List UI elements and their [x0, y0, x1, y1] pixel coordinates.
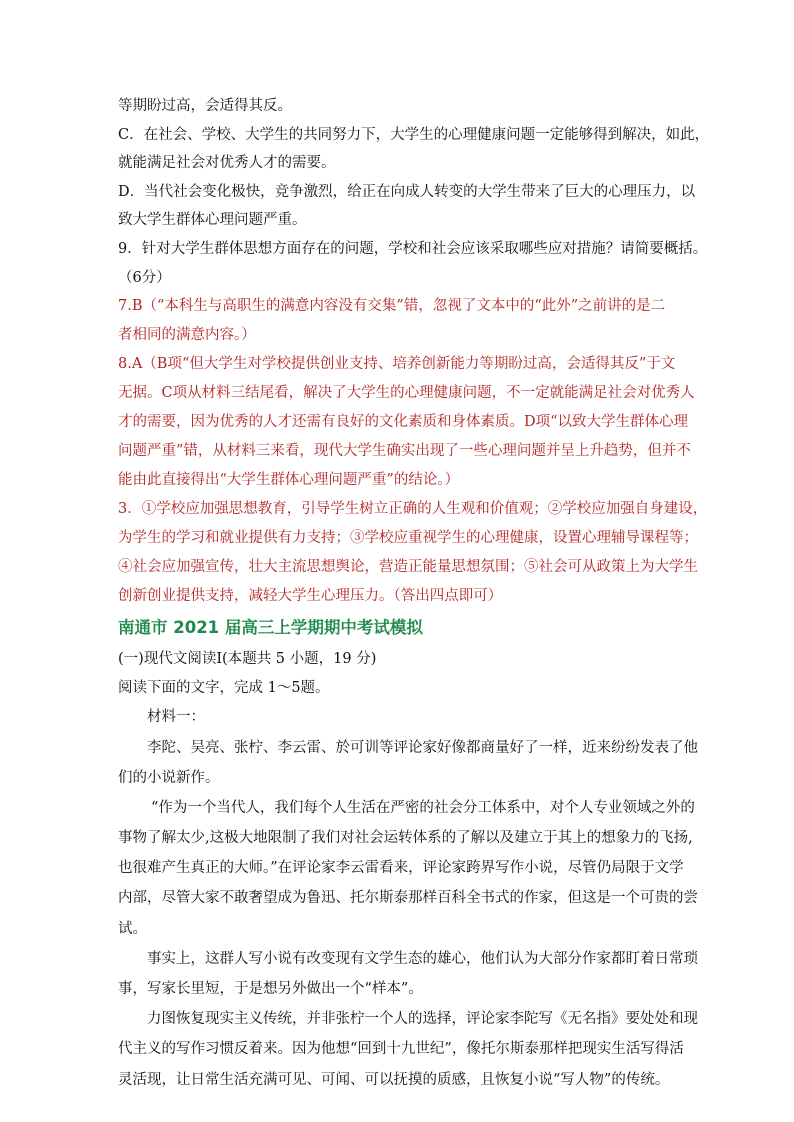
paragraph-line: 事，写家长里短，于是想另外做出一个“样本”。 [118, 981, 423, 998]
section-title: 南通市 2021 届高三上学期期中考试模拟 [118, 618, 423, 638]
paragraph-line: 李陀、吴亮、张柠、李云雷、於可训等评论家好像都商量好了一样，近来纷纷发表了他 [147, 739, 698, 756]
paragraph-line: 事实上，这群人写小说有改变现有文学生态的雄心，他们认为大部分作家都盯着日常琐 [147, 950, 698, 967]
option-c-line: 就能满足社会对优秀人才的需要。 [118, 155, 336, 172]
reading-material [118, 702, 698, 1094]
answer-8-line: 无据。C项从材料三结尾看，解决了大学生的心理健康问题，不一定就能满足社会对优秀人 [118, 385, 695, 402]
paragraph-line: 们的小说新作。 [118, 769, 220, 786]
answer-8-line: 8.A（B项“但大学生对学校提供创业支持、培养创新能力等期盼过高，会适得其反”于文 [118, 356, 676, 373]
paragraph-line: 代主义的写作习惯反着来。因为他想“回到十九世纪”，像托尔斯泰那样把现实生活写得活 [118, 1041, 684, 1058]
paragraph-line: 力图恢复现实主义传统，并非张柠一个人的选择，评论家李陀写《无名指》要处处和现 [147, 1011, 698, 1028]
paragraph-1 [118, 733, 698, 793]
question-9 [118, 235, 708, 292]
answer-9-line: ④社会应加强宣传，壮大主流思想舆论，营造正能量思想氛围；⑤社会可从政策上为大学生 [118, 559, 698, 576]
paragraph-line: 事物了解太少,这极大地限制了我们对社会运转体系的了解以及建立于其上的想象力的飞扬, [118, 830, 693, 847]
answer-8 [118, 350, 695, 495]
answer-8-line: 才的需要，因为优秀的人才还需有良好的文化素质和身体素质。D项“以致大学生群体心理 [118, 414, 689, 431]
option-d-line: 致大学生群体心理问题严重。 [118, 212, 307, 229]
paragraph-line: 也很难产生真正的大师。”在评论家李云雷看来，评论家跨界写作小说，尽管仍局限于文学 [118, 860, 684, 877]
paragraph-2 [118, 793, 698, 944]
answer-block [118, 292, 708, 611]
option-c-line: C．在社会、学校、大学生的共同努力下，大学生的心理健康问题一定能够得到解决，如此， [118, 126, 710, 143]
answer-9-line: 创新创业提供支持，减轻大学生心理压力。（答出四点即可） [118, 588, 503, 605]
part-heading: (一)现代文阅读Ⅰ(本题共 5 小题，19 分) [118, 651, 377, 668]
answer-7-line: 者相同的满意内容。） [118, 327, 256, 344]
paragraph-line: 灵活现，让日常生活充满可见、可闻、可以抚摸的质感，且恢复小说“写人物”的传统。 [118, 1071, 670, 1088]
paragraph-line: 内部，尽管大家不敢奢望成为鲁迅、托尔斯泰那样百科全书式的作家，但这是一个可贵的尝 [118, 890, 698, 907]
answer-8-line: 问题严重”错，从材料三来看，现代大学生确实出现了一些心理问题并呈上升趋势，但并不 [118, 443, 691, 460]
question-9-line: 9．针对大学生群体思想方面存在的问题，学校和社会应该采取哪些应对措施？请简要概括。 [118, 240, 708, 257]
paragraph-line: “作为一个当代人，我们每个人生活在严密的社会分工体系中，对个人专业领域之外的 [151, 799, 695, 816]
paragraph-4 [118, 1004, 698, 1095]
answer-8-line: 能由此直接得出“大学生群体心理问题严重”的结论。） [118, 472, 460, 489]
answer-9 [118, 495, 708, 611]
option-c [118, 121, 710, 178]
answer-9-line: 为学生的学习和就业提供有力支持；③学校应重视学生的心理健康，设置心理辅导课程等； [118, 530, 698, 547]
answer-9-line: 3．①学校应加强思想教育，引导学生树立正确的人生观和价值观；②学校应加强自身建设， [118, 501, 708, 518]
document-page [118, 92, 710, 1095]
answer-7 [118, 292, 686, 350]
material-label: 材料一： [147, 709, 205, 726]
question-9-line: （6分） [118, 269, 171, 286]
paragraph-line: 试。 [118, 920, 147, 937]
instruction: 阅读下面的文字，完成 1～5题。 [118, 679, 330, 696]
question-8-tail: 等期盼过高，会适得其反。 [118, 98, 292, 114]
option-d [118, 178, 696, 235]
answer-7-line: 7.B（“本科生与高职生的满意内容没有交集”错，忽视了文本中的“此外”之前讲的是二 [118, 298, 666, 315]
paragraph-3 [118, 944, 698, 1004]
option-d-line: D．当代社会变化极快，竞争激烈，给正在向成人转变的大学生带来了巨大的心理压力，以 [118, 183, 696, 200]
